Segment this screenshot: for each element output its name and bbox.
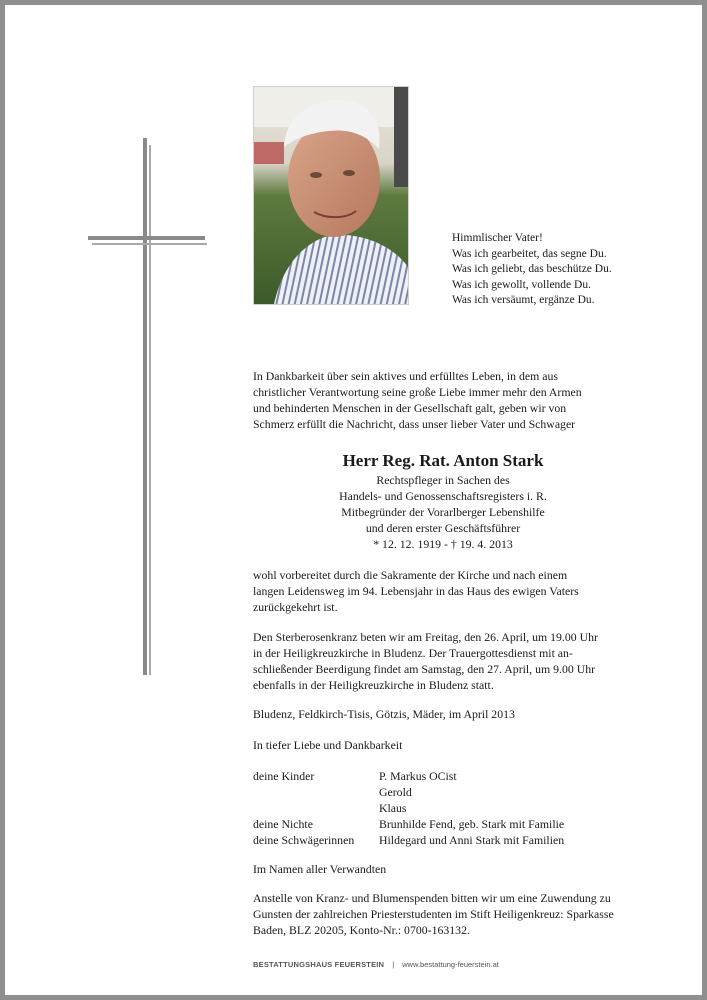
- funeral-home-url[interactable]: www.bestattung-feuerstein.at: [402, 960, 499, 969]
- place-date: Bludenz, Feldkirch-Tisis, Götzis, Mäder, im April 2013: [253, 707, 515, 721]
- relative-names: Gerold: [379, 785, 412, 799]
- poem-line: Was ich geliebt, das beschütze Du.: [452, 263, 612, 275]
- cross-horizontal-bar: [88, 236, 205, 240]
- cross-horizontal-shadow: [92, 243, 207, 245]
- role-line: Mitbegründer der Vorarlberger Lebenshilfe: [341, 505, 545, 519]
- footer: [253, 960, 499, 969]
- donation-line: Anstelle von Kranz- und Blumenspenden bitten wir um eine Zuwendung zu: [253, 891, 611, 905]
- life-dates: * 12. 12. 1919 - † 19. 4. 2013: [373, 537, 513, 551]
- poem-line: Was ich gearbeitet, das segne Du.: [452, 247, 607, 260]
- intro-line: und behinderten Menschen in der Gesellschaft galt, geben wir von: [253, 401, 567, 415]
- relative-label: deine Schwägerinnen: [253, 833, 355, 847]
- funeral-home-name: BESTATTUNGSHAUS FEUERSTEIN: [253, 960, 385, 969]
- cross-vertical-shadow: [149, 145, 151, 675]
- service-line: schließender Beerdigung findet am Samstag, den 27. April, um 9.00 Uhr: [253, 662, 596, 676]
- relative-row: [253, 832, 653, 848]
- poem-line: Was ich gewollt, vollende Du.: [452, 278, 591, 291]
- role-line: und deren erster Geschäftsführer: [365, 521, 521, 535]
- intro-line: christlicher Verantwortung seine große Liebe immer mehr den Armen: [253, 385, 582, 399]
- love-line: In tiefer Liebe und Dankbarkeit: [253, 738, 403, 752]
- passing-line: langen Leidensweg im 94. Lebensjahr in das Haus des ewigen Vaters: [253, 584, 579, 598]
- relative-names: P. Markus OCist: [379, 769, 457, 783]
- place-date-block: [253, 706, 633, 722]
- relative-names: Brunhilde Fend, geb. Stark mit Familie: [379, 817, 565, 831]
- relative-names: Hildegard und Anni Stark mit Familien: [379, 833, 565, 847]
- prayer-poem: [452, 231, 612, 309]
- relative-row: [253, 816, 653, 832]
- relative-row: [253, 784, 653, 800]
- relative-row: [253, 768, 653, 784]
- passing-paragraph: [253, 567, 633, 615]
- poem-line: Himmlischer Vater!: [452, 232, 543, 244]
- donation-line: Baden, BLZ 20205, Konto-Nr.: 0700-163132.: [253, 923, 470, 937]
- relatives-list: [253, 768, 653, 848]
- role-line: Rechtspfleger in Sachen des: [376, 473, 510, 487]
- portrait-photo: [253, 86, 409, 305]
- donation-paragraph: [253, 890, 633, 938]
- passing-line: zurückgekehrt ist.: [253, 600, 338, 614]
- passing-line: wohl vorbereitet durch die Sakramente der Kirche und nach einem: [253, 568, 568, 582]
- love-line-block: [253, 737, 633, 753]
- intro-line: In Dankbarkeit über sein aktives und erfülltes Leben, in dem aus: [253, 369, 558, 383]
- closing-block: [253, 861, 633, 877]
- intro-paragraph: [253, 368, 633, 432]
- poem-line: Was ich versäumt, ergänze Du.: [452, 294, 595, 306]
- role-line: Handels- und Genossenschaftsregisters i. R.: [339, 489, 547, 503]
- closing-line: Im Namen aller Verwandten: [253, 862, 387, 876]
- relative-label: deine Kinder: [253, 769, 315, 783]
- relative-label: deine Nichte: [253, 817, 313, 831]
- service-line: Den Sterberosenkranz beten wir am Freitag, den 26. April, um 19.00 Uhr: [253, 630, 598, 644]
- intro-line: Schmerz erfüllt die Nachricht, dass unser lieber Vater und Schwager: [253, 417, 576, 431]
- deceased-name: Herr Reg. Rat. Anton Stark: [342, 451, 544, 470]
- cross-vertical-bar: [143, 138, 147, 675]
- service-line: ebenfalls in der Heiligkreuzkirche in Bludenz statt.: [253, 678, 494, 692]
- footer-separator: |: [392, 960, 395, 969]
- relative-names: Klaus: [379, 801, 407, 815]
- relative-row: [253, 800, 653, 816]
- donation-line: Gunsten der zahlreichen Priesterstudenten im Stift Heiligenkreuz: Sparkasse: [253, 907, 614, 921]
- deceased-block: [253, 450, 633, 552]
- service-paragraph: [253, 629, 633, 693]
- service-line: in der Heiligkreuzkirche in Bludenz. Der Trauergottesdienst mit an-: [253, 646, 573, 660]
